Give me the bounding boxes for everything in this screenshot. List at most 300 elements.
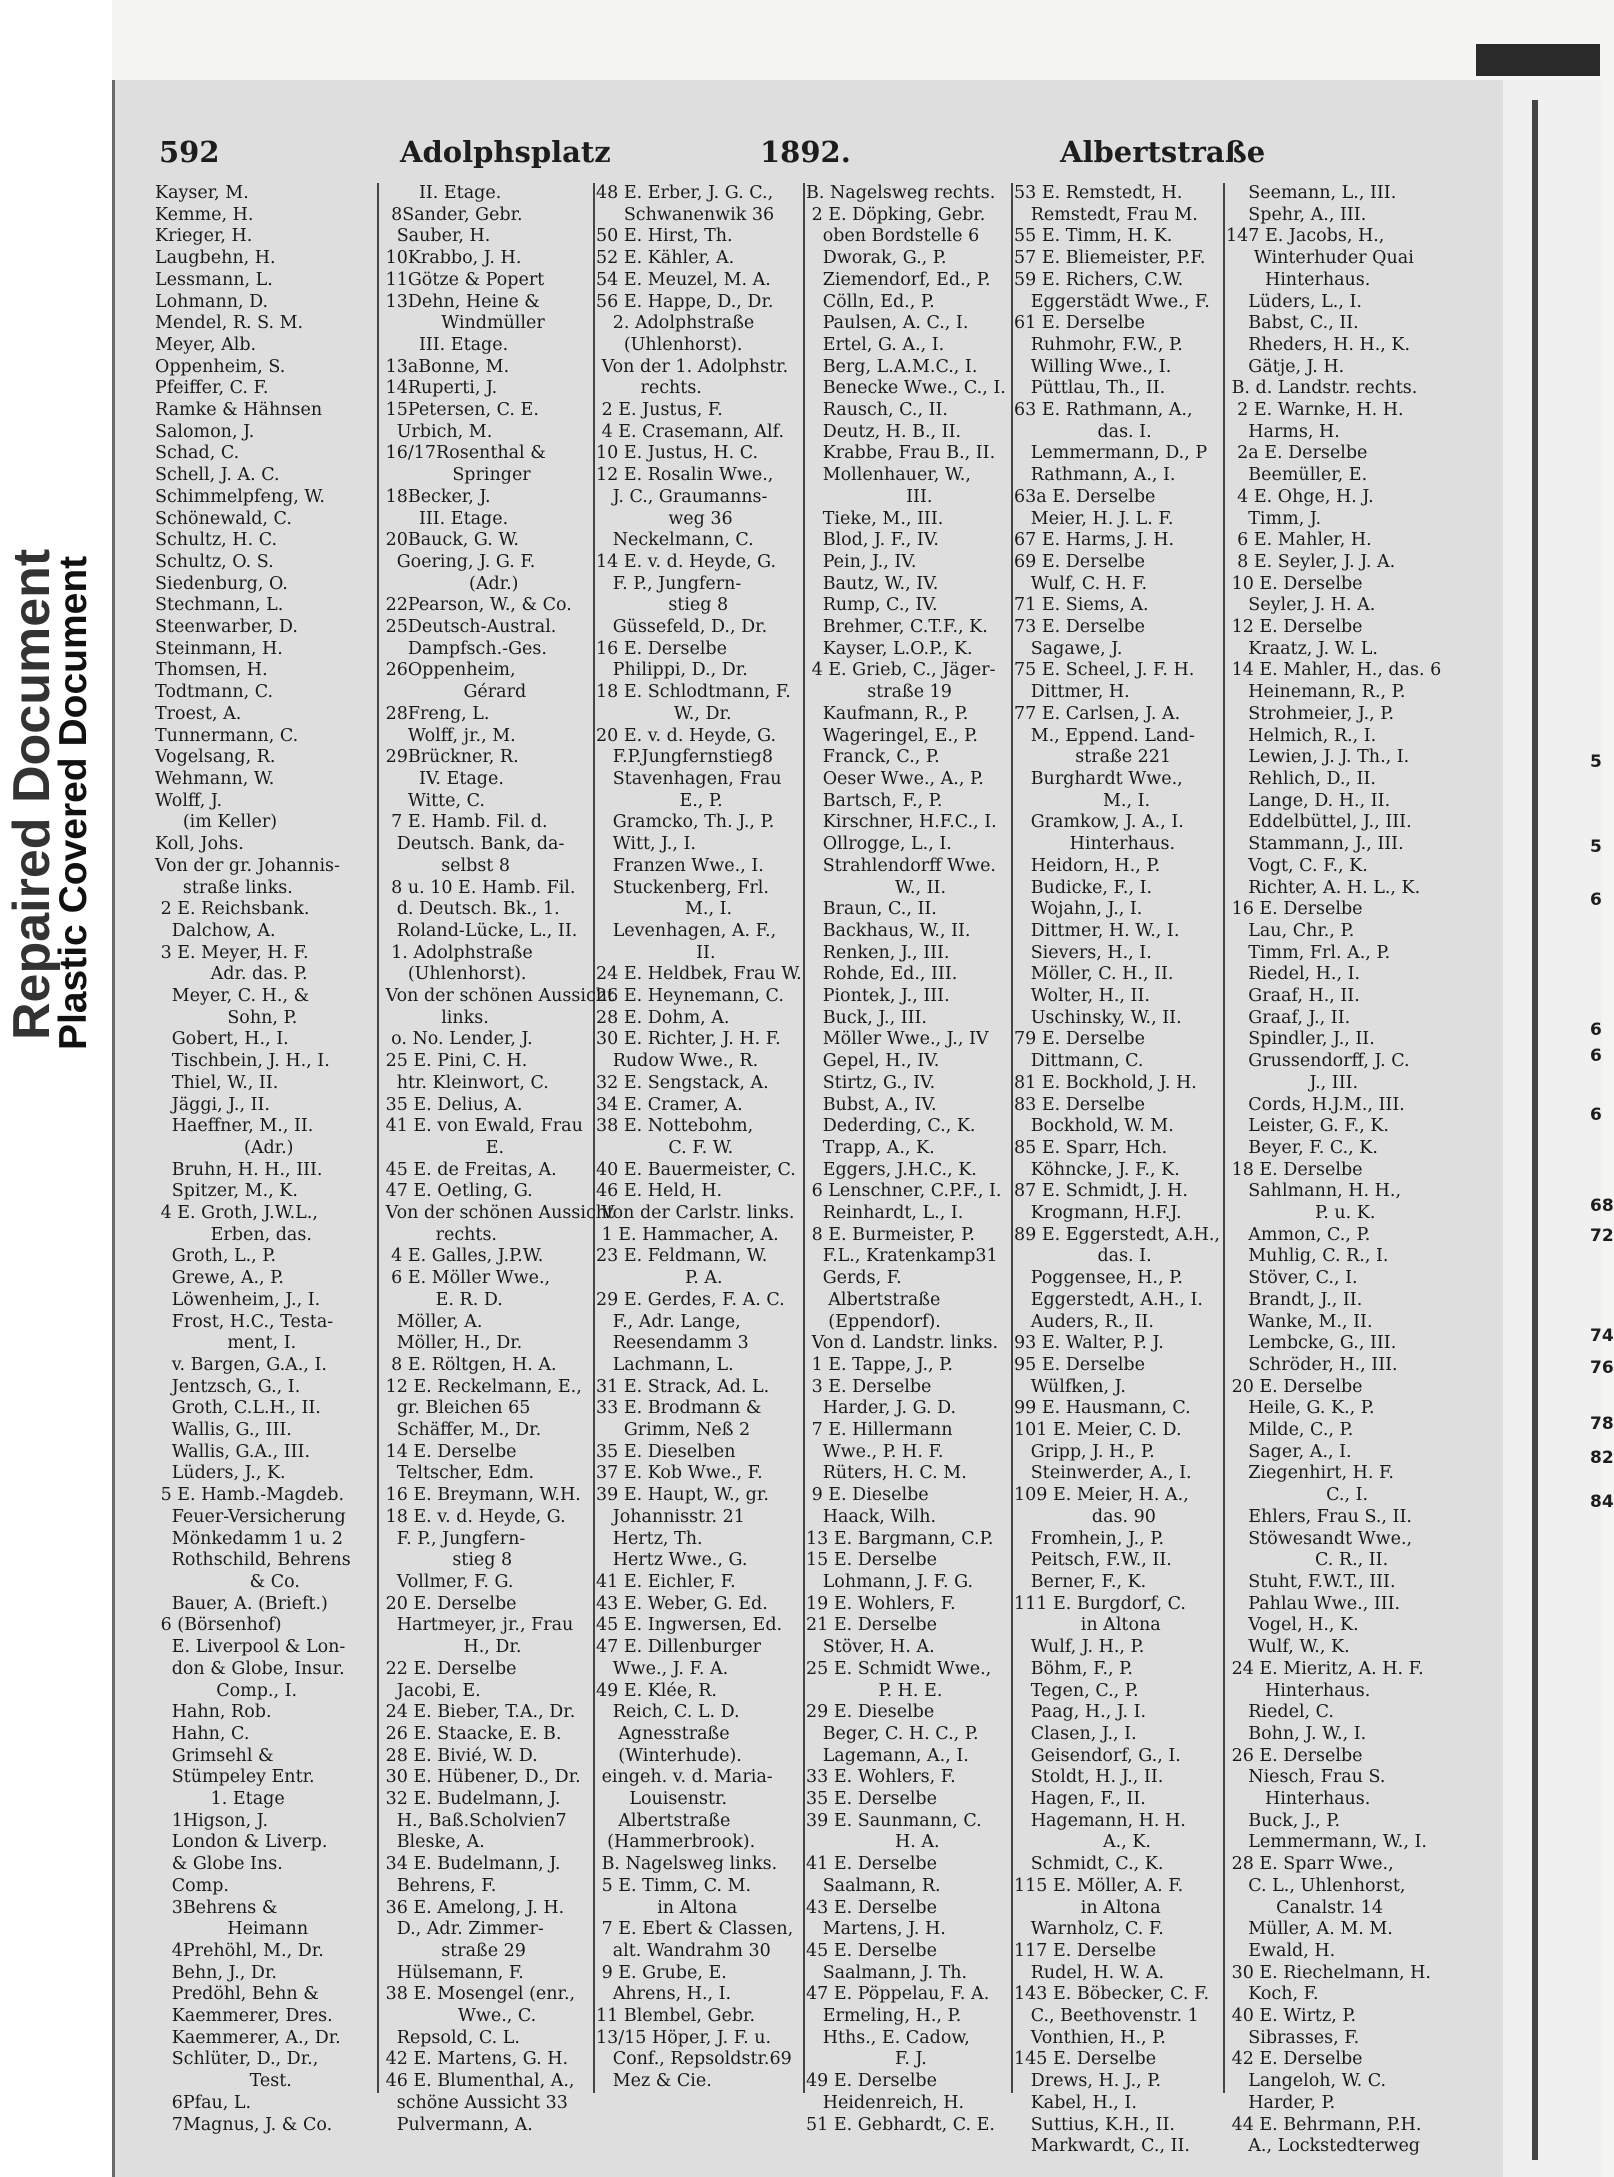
- directory-entry: 111 E. Burgdorf, C.: [1014, 1593, 1186, 1614]
- directory-entry: Stirtz, G., IV.: [806, 1072, 936, 1093]
- directory-entry: Brandt, J., II.: [1226, 1289, 1363, 1310]
- directory-entry: Jentzsch, G., I.: [155, 1376, 301, 1397]
- directory-entry: Trapp, A., K.: [806, 1137, 935, 1158]
- directory-entry: 30 E. Hübener, D., Dr.: [380, 1767, 581, 1788]
- directory-entry: Graaf, H., II.: [1226, 986, 1360, 1007]
- next-page-fragment: 82: [1590, 1448, 1614, 1468]
- directory-entry: Berg, L.A.M.C., I.: [806, 356, 978, 377]
- directory-entry: Cölln, Ed., P.: [806, 291, 935, 312]
- directory-entry: 42 E. Martens, G. H.: [380, 2049, 569, 2070]
- directory-entry: Comp.: [155, 1875, 229, 1896]
- directory-entry: 6 E. Möller Wwe.,: [380, 1268, 551, 1289]
- directory-entry: Tunnermann, C.: [155, 725, 299, 746]
- directory-entry: 12 E. Reckelmann, E.,: [380, 1376, 582, 1397]
- directory-entry: Von der schönen Aussicht: [380, 986, 615, 1007]
- directory-entry: 36 E. Amelong, J. H.: [380, 1897, 565, 1918]
- directory-entry: 9 E. Dieselbe: [806, 1485, 929, 1506]
- directory-entry: 13 E. Bargmann, C.P.: [806, 1528, 994, 1549]
- next-page-fragment: 72: [1590, 1226, 1614, 1246]
- directory-entry: 45 E. de Freitas, A.: [380, 1159, 557, 1180]
- directory-entry: Deutsch. Bank, da-: [380, 834, 565, 855]
- directory-entry: 19 E. Wohlers, F.: [806, 1593, 956, 1614]
- directory-entry: 8Sander, Gebr.: [380, 204, 523, 225]
- directory-entry: Rohde, Ed., III.: [806, 964, 958, 985]
- directory-entry: 101 E. Meier, C. D.: [1014, 1420, 1182, 1441]
- left-scan-margin: [0, 0, 112, 2177]
- directory-entry: Bleske, A.: [380, 1832, 485, 1853]
- directory-entry: F. J.: [806, 2049, 927, 2070]
- directory-entry: Buck, J., P.: [1226, 1810, 1341, 1831]
- directory-entry: (Hammerbrook).: [596, 1832, 756, 1853]
- directory-entry: J. C., Graumanns-: [596, 486, 768, 507]
- directory-entry: Dittmer, H.: [1014, 682, 1130, 703]
- directory-entry: Dittmer, H. W., I.: [1014, 920, 1180, 941]
- directory-entry: II. Etage.: [380, 183, 502, 203]
- directory-entry: 59 E. Richers, C.W.: [1014, 269, 1184, 290]
- directory-entry: 63a E. Derselbe: [1014, 486, 1156, 507]
- directory-entry: E.: [380, 1137, 505, 1158]
- directory-entry: 28 E. Bivié, W. D.: [380, 1745, 538, 1766]
- directory-entry: Stöver, H. A.: [806, 1637, 935, 1658]
- directory-entry: Kaufmann, R., P.: [806, 703, 969, 724]
- directory-entry: straße 221: [1014, 747, 1172, 768]
- directory-entry: Ermeling, H., P.: [806, 2006, 962, 2027]
- directory-entry: 13Dehn, Heine &: [380, 291, 540, 312]
- directory-entry: Wulf, W., K.: [1226, 1637, 1350, 1658]
- directory-entry: 32 E. Budelmann, J.: [380, 1789, 561, 1810]
- directory-columns: [155, 183, 1485, 2157]
- directory-entry: 35 E. Delius, A.: [380, 1094, 523, 1115]
- directory-entry: Helmich, R., I.: [1226, 725, 1377, 746]
- directory-entry: 20 E. Derselbe: [380, 1593, 517, 1614]
- directory-entry: Gätje, J. H.: [1226, 356, 1345, 377]
- directory-entry: 28Freng, L.: [380, 703, 490, 724]
- directory-entry: 49 E. Derselbe: [806, 2071, 937, 2092]
- directory-entry: Urbich, M.: [380, 421, 493, 442]
- directory-entry: schöne Aussicht 33: [380, 2092, 568, 2113]
- directory-entry: F.L., Kratenkamp31: [806, 1246, 998, 1267]
- directory-entry: das. I.: [1014, 421, 1152, 442]
- directory-entry: Koll, Johs.: [155, 834, 244, 855]
- directory-entry: Renken, J., III.: [806, 942, 950, 963]
- directory-entry: 2 E. Justus, F.: [596, 400, 723, 421]
- right-street-heading: Albertstraße: [1060, 135, 1266, 169]
- directory-entry: Lembcke, G., III.: [1226, 1333, 1397, 1354]
- directory-entry: Sager, A., I.: [1226, 1441, 1352, 1462]
- page-header: [115, 135, 1503, 179]
- directory-entry: 24 E. Bieber, T.A., Dr.: [380, 1702, 576, 1723]
- directory-entry: 16 E. Derselbe: [1226, 899, 1363, 920]
- directory-entry: Neckelmann, C.: [596, 530, 754, 551]
- directory-entry: 38 E. Mosengel (enr.,: [380, 1984, 576, 2005]
- directory-entry: Grimm, Neß 2: [596, 1420, 751, 1441]
- directory-entry: (im Keller): [155, 812, 278, 833]
- directory-entry: 81 E. Bockhold, J. H.: [1014, 1072, 1197, 1093]
- directory-entry: Koch, F.: [1226, 1984, 1319, 2005]
- directory-entry: Püttlau, Th., II.: [1014, 378, 1166, 399]
- directory-entry: Winterhuder Quai: [1226, 248, 1414, 269]
- directory-entry: Piontek, J., III.: [806, 986, 950, 1007]
- directory-entry: H. A.: [806, 1832, 940, 1853]
- directory-entry: 41 E. von Ewald, Frau: [380, 1116, 583, 1137]
- directory-entry: Pfeiffer, C. F.: [155, 378, 269, 399]
- directory-entry: Schlüter, D., Dr.,: [155, 2049, 319, 2070]
- directory-entry: Wageringel, E., P.: [806, 725, 978, 746]
- directory-column-6: [1226, 183, 1484, 2157]
- directory-entry: Riedel, C.: [1226, 1702, 1334, 1723]
- directory-entry: 29Brückner, R.: [380, 747, 519, 768]
- repaired-document-stamp: Repaired Document: [3, 548, 61, 1040]
- directory-entry: Von d. Landstr. links.: [806, 1333, 999, 1354]
- directory-entry: 20 E. v. d. Heyde, G.: [596, 725, 777, 746]
- directory-entry: 53 E. Remstedt, H.: [1014, 183, 1183, 203]
- directory-entry: 28 E. Sparr Wwe.,: [1226, 1854, 1394, 1875]
- directory-entry: Lewien, J. J. Th., I.: [1226, 747, 1410, 768]
- directory-entry: Grewe, A., P.: [155, 1268, 284, 1289]
- next-page-fragment: 74: [1590, 1326, 1614, 1346]
- directory-entry: Martens, J. H.: [806, 1919, 946, 1940]
- directory-entry: Hartmeyer, jr., Frau: [380, 1615, 574, 1636]
- directory-entry: 40 E. Wirtz, P.: [1226, 2006, 1357, 2027]
- directory-entry: (Adr.): [380, 573, 519, 594]
- directory-entry: Hinterhaus.: [1226, 269, 1371, 290]
- directory-entry: Spitzer, M., K.: [155, 1181, 298, 1202]
- directory-entry: 1. Adolphstraße: [380, 942, 533, 963]
- directory-entry: Erben, das.: [155, 1224, 312, 1245]
- directory-entry: Hagen, F., II.: [1014, 1789, 1146, 1810]
- directory-entry: Bruhn, H. H., III.: [155, 1159, 323, 1180]
- directory-entry: Wülfken, J.: [1014, 1376, 1126, 1397]
- directory-entry: W., Dr.: [596, 703, 732, 724]
- directory-entry: 3 E. Meyer, H. F.: [155, 942, 309, 963]
- directory-entry: F. P., Jungfern-: [380, 1528, 526, 1549]
- directory-entry: Von der gr. Johannis-: [155, 855, 340, 876]
- directory-entry: Mollenhauer, W.,: [806, 465, 971, 486]
- directory-entry: 10Krabbo, J. H.: [380, 248, 522, 269]
- directory-entry: Wolff, jr., M.: [380, 725, 516, 746]
- directory-entry: D., Adr. Zimmer-: [380, 1919, 544, 1940]
- directory-entry: 20 E. Derselbe: [1226, 1376, 1363, 1397]
- directory-entry: H., Baß.Scholvien7: [380, 1810, 567, 1831]
- directory-entry: E. Liverpool & Lon-: [155, 1637, 346, 1658]
- directory-entry: 16 E. Derselbe: [596, 638, 727, 659]
- directory-entry: 46 E. Blumenthal, A.,: [380, 2071, 575, 2092]
- directory-entry: 5 E. Timm, C. M.: [596, 1875, 752, 1896]
- directory-entry: Köhncke, J. F., K.: [1014, 1159, 1180, 1180]
- directory-entry: E. R. D.: [380, 1289, 503, 1310]
- directory-entry: Goering, J. G. F.: [380, 551, 536, 572]
- directory-entry: 77 E. Carlsen, J. A.: [1014, 703, 1181, 724]
- next-page-fragment: 76: [1590, 1358, 1614, 1378]
- directory-entry: 47 E. Dillenburger: [596, 1637, 761, 1658]
- directory-entry: Güssefeld, D., Dr.: [596, 617, 768, 638]
- directory-year: 1892.: [760, 135, 851, 169]
- directory-entry: Lemmermann, W., I.: [1226, 1832, 1427, 1853]
- directory-entry: Wolff, J.: [155, 790, 223, 811]
- directory-entry: Kaemmerer, Dres.: [155, 2006, 333, 2027]
- directory-entry: Auders, R., II.: [1014, 1311, 1154, 1332]
- directory-entry: Dalchow, A.: [155, 920, 276, 941]
- directory-entry: Behrens, F.: [380, 1875, 497, 1896]
- directory-entry: Bautz, W., IV.: [806, 573, 939, 594]
- directory-entry: 29 E. Gerdes, F. A. C.: [596, 1289, 785, 1310]
- directory-entry: Lessmann, L.: [155, 269, 273, 290]
- directory-column-3: [596, 183, 802, 2093]
- directory-entry: Sibrasses, F.: [1226, 2027, 1360, 2048]
- directory-entry: 7 E. Hillermann: [806, 1420, 953, 1441]
- directory-entry: Deutz, H. B., II.: [806, 421, 962, 442]
- directory-entry: 13/15 Höper, J. F. u.: [596, 2027, 772, 2048]
- directory-entry: Stümpeley Entr.: [155, 1767, 315, 1788]
- directory-entry: 7Magnus, J. & Co.: [155, 2114, 333, 2135]
- directory-entry: 20Bauck, G. W.: [380, 530, 519, 551]
- directory-entry: Stavenhagen, Frau: [596, 768, 782, 789]
- directory-entry: 55 E. Timm, H. K.: [1014, 226, 1173, 247]
- directory-entry: 11 Blembel, Gebr.: [596, 2006, 756, 2027]
- directory-entry: Ahrens, H., I.: [596, 1984, 732, 2005]
- directory-entry: B. d. Landstr. rechts.: [1226, 378, 1418, 399]
- directory-entry: Eggers, J.H.C., K.: [806, 1159, 977, 1180]
- directory-entry: Rathmann, A., I.: [1014, 465, 1176, 486]
- directory-entry: Gramkow, J. A., I.: [1014, 812, 1184, 833]
- directory-entry: B. Nagelsweg links.: [596, 1854, 778, 1875]
- directory-entry: Von der schönen Aussicht: [380, 1203, 615, 1224]
- directory-entry: Rudel, H. W. A.: [1014, 1962, 1165, 1983]
- directory-entry: Heidorn, H., P.: [1014, 855, 1161, 876]
- directory-entry: 39 E. Saunmann, C.: [806, 1810, 982, 1831]
- directory-entry: 12 E. Rosalin Wwe.,: [596, 465, 774, 486]
- directory-entry: Levenhagen, A. F.,: [596, 920, 777, 941]
- directory-entry: 14 E. Mahler, H., das. 6: [1226, 660, 1442, 681]
- directory-entry: Richter, A. H. L., K.: [1226, 877, 1421, 898]
- directory-entry: 11Götze & Popert: [380, 269, 545, 290]
- directory-entry: Bartsch, F., P.: [806, 790, 943, 811]
- next-page-fragment: 6: [1590, 1105, 1602, 1125]
- directory-entry: A., K.: [1014, 1832, 1151, 1853]
- directory-entry: Blod, J. F., IV.: [806, 530, 939, 551]
- directory-entry: Stöwesandt Wwe.,: [1226, 1528, 1413, 1549]
- directory-entry: selbst 8: [380, 855, 511, 876]
- directory-entry: (Uhlenhorst).: [596, 334, 743, 355]
- directory-entry: 143 E. Böbecker, C. F.: [1014, 1984, 1210, 2005]
- directory-entry: Steenwarber, D.: [155, 617, 298, 638]
- directory-entry: Poggensee, H., P.: [1014, 1268, 1183, 1289]
- directory-entry: 6 (Börsenhof): [155, 1615, 282, 1636]
- directory-entry: Dampfsch.-Ges.: [380, 638, 547, 659]
- directory-entry: 42 E. Derselbe: [1226, 2049, 1363, 2070]
- directory-entry: P. H. E.: [806, 1680, 943, 1701]
- directory-entry: 8 E. Seyler, J. J. A.: [1226, 551, 1396, 572]
- directory-entry: Ewald, H.: [1226, 1940, 1336, 1961]
- directory-entry: Hinterhaus.: [1014, 834, 1176, 855]
- directory-entry: 22 E. Derselbe: [380, 1658, 517, 1679]
- directory-entry: 5 E. Hamb.-Magdeb.: [155, 1485, 345, 1506]
- directory-entry: Todtmann, C.: [155, 682, 274, 703]
- directory-entry: Paag, H., J. I.: [1014, 1702, 1147, 1723]
- directory-entry: 33 E. Wohlers, F.: [806, 1767, 956, 1788]
- directory-entry: Behn, J., Dr.: [155, 1962, 277, 1983]
- page-number: 592: [159, 135, 220, 169]
- directory-entry: 24 E. Mieritz, A. H. F.: [1226, 1658, 1424, 1679]
- directory-entry: M., Eppend. Land-: [1014, 725, 1195, 746]
- directory-entry: 51 E. Gebhardt, C. E.: [806, 2114, 995, 2135]
- directory-entry: Beemüller, E.: [1226, 465, 1368, 486]
- directory-entry: 95 E. Derselbe: [1014, 1354, 1145, 1375]
- directory-entry: 89 E. Eggerstedt, A.H.,: [1014, 1224, 1220, 1245]
- directory-entry: Möller, C. H., II.: [1014, 964, 1174, 985]
- directory-entry: 8 E. Burmeister, P.: [806, 1224, 975, 1245]
- directory-entry: Eggerstädt Wwe., F.: [1014, 291, 1210, 312]
- directory-entry: Brehmer, C.T.F., K.: [806, 617, 988, 638]
- directory-entry: Schultz, O. S.: [155, 551, 274, 572]
- directory-entry: F.P.Jungfernstieg8: [596, 747, 773, 768]
- directory-entry: oben Bordstelle 6: [806, 226, 980, 247]
- directory-entry: Springer: [380, 465, 531, 486]
- directory-entry: Ruhmohr, F.W., P.: [1014, 334, 1183, 355]
- directory-entry: stieg 8: [596, 595, 729, 616]
- directory-entry: Spehr, A., III.: [1226, 204, 1367, 225]
- directory-entry: Gepel, H., IV.: [806, 1051, 940, 1072]
- directory-entry: Markwardt, C., II.: [1014, 2136, 1190, 2157]
- directory-entry: 10 E. Derselbe: [1226, 573, 1363, 594]
- directory-entry: Schimmelpfeng, W.: [155, 486, 325, 507]
- directory-entry: 48 E. Erber, J. G. C.,: [596, 183, 774, 203]
- directory-entry: 3 E. Derselbe: [806, 1376, 932, 1397]
- directory-entry: Suttius, K.H., II.: [1014, 2114, 1175, 2135]
- directory-entry: 25 E. Schmidt Wwe.,: [806, 1658, 992, 1679]
- directory-entry: 26 E. Staacke, E. B.: [380, 1723, 562, 1744]
- directory-entry: 37 E. Kob Wwe., F.: [596, 1463, 763, 1484]
- left-street-heading: Adolphsplatz: [400, 135, 611, 169]
- directory-entry: 2 E. Warnke, H. H.: [1226, 400, 1404, 421]
- directory-entry: 54 E. Meuzel, M. A.: [596, 269, 771, 290]
- directory-entry: rechts.: [596, 378, 702, 399]
- scan-corner-shadow: [1476, 44, 1600, 76]
- directory-entry: Sauber, H.: [380, 226, 491, 247]
- directory-entry: Schell, J. A. C.: [155, 465, 280, 486]
- directory-entry: Lüders, L., I.: [1226, 291, 1362, 312]
- directory-entry: Fromhein, J., P.: [1014, 1528, 1165, 1549]
- directory-entry: Spindler, J., II.: [1226, 1029, 1375, 1050]
- directory-entry: 25 E. Pini, C. H.: [380, 1051, 528, 1072]
- directory-entry: Stuht, F.W.T., III.: [1226, 1572, 1396, 1592]
- directory-entry: Pein, J., IV.: [806, 551, 917, 572]
- directory-entry: 4 E. Crasemann, Alf.: [596, 421, 785, 442]
- next-page-fragment: 5: [1590, 752, 1602, 772]
- directory-entry: Haeffner, M., II.: [155, 1116, 314, 1137]
- directory-entry: Groth, C.L.H., II.: [155, 1398, 321, 1419]
- directory-entry: Wulf, J. H., P.: [1014, 1637, 1145, 1658]
- directory-entry: 31 E. Strack, Ad. L.: [596, 1376, 770, 1397]
- directory-entry: 44 E. Behrmann, P.H.: [1226, 2114, 1422, 2135]
- directory-entry: Roland-Lücke, L., II.: [380, 920, 578, 941]
- directory-entry: 109 E. Meier, H. A.,: [1014, 1485, 1189, 1506]
- directory-entry: F. P., Jungfern-: [596, 573, 742, 594]
- directory-entry: Thomsen, H.: [155, 660, 268, 681]
- directory-entry: 3Behrens &: [155, 1897, 278, 1918]
- directory-entry: Hths., E. Cadow,: [806, 2027, 970, 2048]
- directory-entry: Adr. das. P.: [155, 964, 308, 985]
- directory-entry: Hahn, Rob.: [155, 1702, 272, 1723]
- directory-entry: 73 E. Derselbe: [1014, 617, 1145, 638]
- directory-entry: W., II.: [806, 877, 947, 898]
- directory-entry: Sahlmann, H. H.,: [1226, 1181, 1402, 1202]
- directory-entry: Agnesstraße: [596, 1723, 730, 1744]
- directory-entry: Ammon, C., P.: [1226, 1224, 1371, 1245]
- directory-entry: 33 E. Brodmann &: [596, 1398, 762, 1419]
- directory-entry: 49 E. Klée, R.: [596, 1680, 717, 1701]
- directory-entry: 4Prehöhl, M., Dr.: [155, 1940, 324, 1961]
- directory-entry: Sievers, H., I.: [1014, 942, 1152, 963]
- directory-entry: 83 E. Derselbe: [1014, 1094, 1145, 1115]
- directory-entry: Graaf, J., II.: [1226, 1007, 1351, 1028]
- directory-entry: Heile, G. K., P.: [1226, 1398, 1375, 1419]
- directory-entry: Stammann, J., III.: [1226, 834, 1404, 855]
- directory-entry: Geisendorf, G., I.: [1014, 1745, 1181, 1766]
- directory-entry: 24 E. Heldbek, Frau W.: [596, 964, 802, 985]
- directory-entry: v. Bargen, G.A., I.: [155, 1354, 327, 1375]
- directory-entry: Haack, Wilh.: [806, 1506, 937, 1527]
- directory-entry: 45 E. Ingwersen, Ed.: [596, 1615, 783, 1636]
- directory-entry: 40 E. Bauermeister, C.: [596, 1159, 796, 1180]
- directory-entry: Lange, D. H., II.: [1226, 790, 1391, 811]
- directory-entry: Riedel, H., I.: [1226, 964, 1361, 985]
- directory-entry: 2. Adolphstraße: [596, 313, 755, 334]
- directory-entry: Ertel, G. A., I.: [806, 334, 945, 355]
- directory-entry: Timm, Frl. A., P.: [1226, 942, 1391, 963]
- directory-entry: Philippi, D., Dr.: [596, 660, 748, 681]
- directory-entry: Schröder, H., III.: [1226, 1354, 1398, 1375]
- directory-entry: Feuer-Versicherung: [155, 1506, 346, 1527]
- directory-entry: Heidenreich, H.: [806, 2092, 965, 2113]
- directory-entry: 35 E. Dieselben: [596, 1441, 736, 1462]
- directory-entry: 147 E. Jacobs, H.,: [1226, 226, 1385, 247]
- directory-entry: IV. Etage.: [380, 768, 504, 789]
- directory-entry: Hertz Wwe., G.: [596, 1550, 748, 1571]
- directory-entry: Harms, H.: [1226, 421, 1340, 442]
- directory-entry: 9 E. Grube, E.: [596, 1962, 727, 1983]
- directory-entry: Eggerstedt, A.H., I.: [1014, 1289, 1203, 1310]
- directory-entry: Schultz, H. C.: [155, 530, 278, 551]
- directory-entry: Müller, A. M. M.: [1226, 1919, 1393, 1940]
- directory-entry: Sagawe, J.: [1014, 638, 1123, 659]
- directory-entry: C., I.: [1226, 1485, 1369, 1506]
- directory-entry: Witte, C.: [380, 790, 485, 811]
- directory-entry: Wwe., C.: [380, 2006, 537, 2027]
- directory-entry: Vogt, C. F., K.: [1226, 855, 1368, 876]
- directory-entry: II.: [596, 942, 716, 963]
- directory-entry: Von der 1. Adolphstr.: [596, 356, 789, 377]
- directory-entry: 29 E. Dieselbe: [806, 1702, 935, 1723]
- directory-entry: Schwanenwik 36: [596, 204, 775, 225]
- directory-page: [112, 80, 1503, 2177]
- directory-entry: 47 E. Oetling, G.: [380, 1181, 533, 1202]
- directory-entry: 15Petersen, C. E.: [380, 400, 539, 421]
- directory-entry: Wwe., J. F. A.: [596, 1658, 729, 1679]
- directory-entry: London & Liverp.: [155, 1832, 328, 1853]
- directory-entry: das. I.: [1014, 1246, 1152, 1267]
- directory-entry: 6Pfau, L.: [155, 2092, 252, 2113]
- directory-entry: Leister, G. F., K.: [1226, 1116, 1389, 1137]
- directory-entry: Langeloh, W. C.: [1226, 2071, 1387, 2092]
- directory-entry: Reich, C. L. D.: [596, 1702, 740, 1723]
- directory-entry: 38 E. Nottebohm,: [596, 1116, 754, 1137]
- directory-entry: M., I.: [596, 899, 733, 920]
- directory-entry: Siedenburg, O.: [155, 573, 288, 594]
- directory-entry: Rehlich, D., II.: [1226, 768, 1376, 789]
- directory-column-1: [155, 183, 369, 2135]
- directory-entry: Franck, C., P.: [806, 747, 940, 768]
